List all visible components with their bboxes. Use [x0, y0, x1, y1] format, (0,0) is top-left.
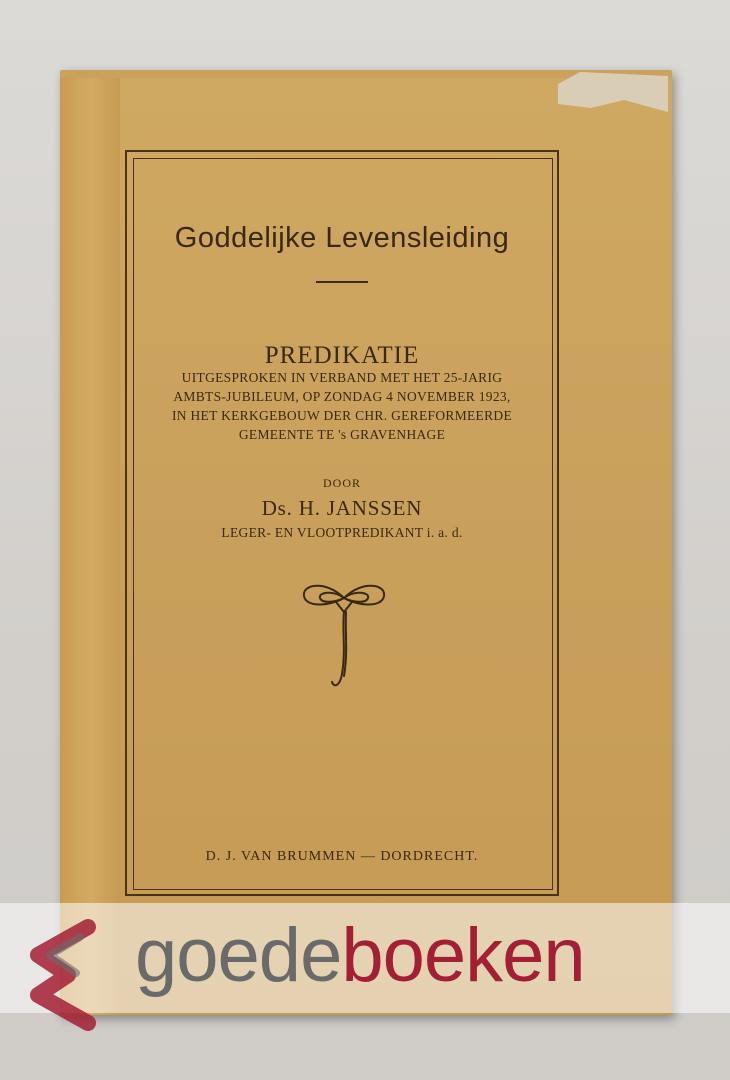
door-label: DOOR: [322, 476, 361, 490]
description-line: IN HET KERKGEBOUW DER CHR. GEREFORMEERDE: [171, 408, 512, 423]
title-rule: [316, 281, 368, 283]
publisher-line: D. J. VAN BRUMMEN — DORDRECHT.: [205, 849, 479, 864]
book-title: Goddelijke Levensleiding: [174, 222, 510, 254]
author-name: Ds. H. JANSSEN: [261, 496, 423, 520]
cover-frame-inner: [133, 158, 553, 890]
flourish-ornament-icon: [296, 570, 392, 694]
watermark-text: [135, 913, 585, 998]
subtitle: PREDIKATIE: [264, 342, 420, 369]
author-role: LEGER- EN VLOOTPREDIKANT i. a. d.: [221, 525, 463, 540]
description-line: UITGESPROKEN IN VERBAND MET HET 25-JARIG: [181, 370, 503, 385]
description-line: AMBTS-JUBILEUM, OP ZONDAG 4 NOVEMBER 1923,: [173, 389, 511, 404]
booklet-spine: [60, 78, 120, 1015]
goedeboeken-logo-icon: [18, 915, 118, 1035]
watermark-text-goede: goede: [135, 913, 342, 998]
watermark-text-boeken: boeken: [341, 913, 585, 998]
description-line: GEMEENTE TE 's GRAVENHAGE: [238, 427, 446, 442]
